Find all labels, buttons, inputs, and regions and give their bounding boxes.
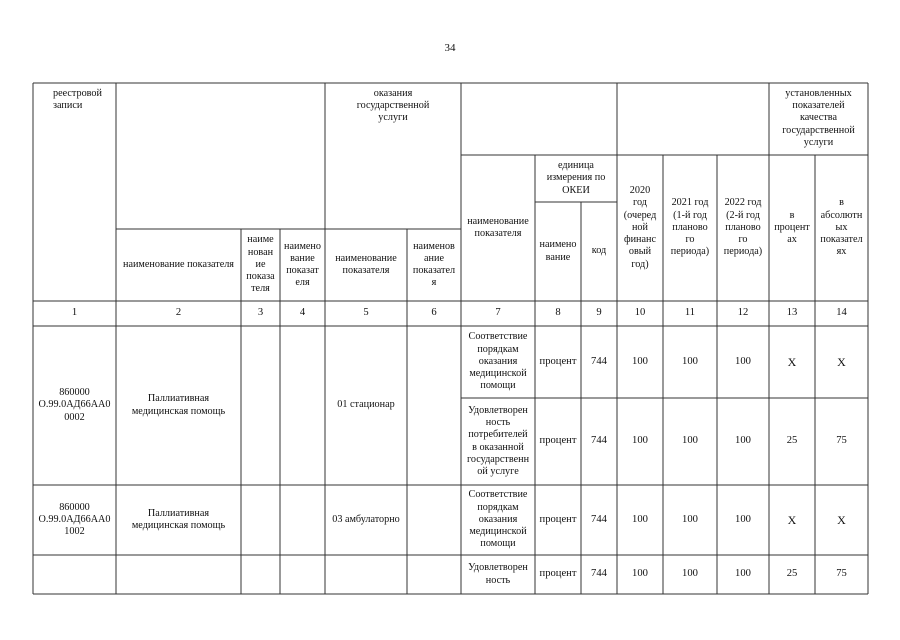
header-year-2022: 2022 год (2-й год планово го периода) (723, 197, 763, 258)
service-condition: 01 стационар (337, 399, 395, 411)
value-2022: 100 (735, 513, 751, 525)
indicator-name: Удовлетворен ность потребителей в оказанной государственн ой услуге (466, 404, 530, 477)
deviation-absolute: Х (837, 354, 846, 369)
unit-code: 744 (591, 355, 607, 367)
value-2022: 100 (735, 435, 751, 447)
page-number: 34 (444, 42, 456, 54)
unit-name: процент (539, 513, 577, 525)
col-number: 3 (257, 307, 264, 319)
value-2020: 100 (632, 355, 648, 367)
header-sub-indicator-4: наимено вание показат еля (284, 240, 321, 289)
col-number: 7 (495, 307, 501, 319)
deviation-absolute: 75 (836, 435, 847, 447)
value-2021: 100 (682, 355, 698, 367)
registry-code: 860000 О.99.0АД66АА0 0002 (38, 387, 111, 423)
col-number: 14 (836, 307, 847, 319)
value-2021: 100 (682, 568, 698, 580)
col-number: 9 (596, 307, 602, 319)
unit-code: 744 (591, 513, 607, 525)
value-2020: 100 (632, 435, 648, 447)
registry-code: 860000 О.99.0АД66АА0 1002 (38, 501, 111, 538)
indicator-name: Соответствие порядкам оказания медицинской помощи (468, 489, 528, 550)
col-number: 4 (299, 307, 306, 319)
header-quality-indicators: установленных показателей качества государственной услуги (782, 88, 855, 148)
service-name: Паллиативная медицинская помощь (131, 507, 226, 531)
deviation-absolute: 75 (836, 568, 847, 580)
service-condition: 03 амбулаторно (332, 513, 400, 525)
unit-name: процент (539, 355, 577, 367)
unit-code: 744 (591, 568, 607, 580)
header-year-2021: 2021 год (1-й год планово го периода) (670, 197, 710, 258)
unit-name: процент (539, 435, 577, 447)
header-sub-indicator-2: наименование показателя (123, 258, 234, 270)
col-number: 12 (737, 307, 749, 319)
value-2021: 100 (682, 513, 698, 525)
header-service-provision: оказания государственной услуги (356, 88, 430, 124)
header-year-2020: 2020 год (очеред ной финанс овый год) (623, 185, 657, 270)
header-sub-indicator-3: наиме нован ие показа теля (246, 234, 275, 295)
unit-name: процент (539, 568, 577, 580)
deviation-percent: Х (787, 354, 797, 369)
col-number: 1 (71, 307, 78, 319)
unit-code: 744 (591, 435, 607, 447)
value-2020: 100 (632, 513, 648, 525)
deviation-percent: 25 (786, 568, 798, 580)
deviation-absolute: Х (837, 512, 846, 527)
value-2022: 100 (735, 568, 751, 580)
col-number: 11 (684, 307, 696, 319)
header-unit-okei: единица измерения по ОКЕИ (546, 160, 606, 196)
header-sub-indicator-6: наименов ание показател я (412, 240, 456, 289)
deviation-percent: 25 (786, 435, 798, 447)
col-number: 10 (634, 307, 646, 319)
header-indicator-name: наименование показателя (467, 215, 529, 239)
col-number: 5 (363, 307, 369, 319)
value-2020: 100 (632, 568, 648, 580)
header-unit-name: наимено вание (539, 239, 577, 263)
header-in-absolute: в абсолютн ых показател ях (820, 197, 863, 258)
indicator-name: Удовлетворен ность (468, 562, 528, 586)
header-in-percent: в процент ах (774, 209, 810, 246)
header-sub-indicator-5: наименование показателя (335, 252, 397, 276)
value-2021: 100 (682, 435, 698, 447)
col-number: 2 (175, 307, 182, 319)
indicator-name: Соответствие порядкам оказания медицинской помощи (468, 331, 528, 392)
col-number: 6 (431, 307, 437, 319)
service-name: Паллиативная медицинская помощь (131, 393, 226, 417)
value-2022: 100 (735, 355, 751, 367)
header-unit-code: код (591, 245, 607, 257)
header-registry-record: реестровой записи (53, 88, 102, 112)
col-number: 13 (786, 307, 798, 319)
col-number: 8 (555, 307, 561, 319)
deviation-percent: Х (787, 512, 797, 527)
